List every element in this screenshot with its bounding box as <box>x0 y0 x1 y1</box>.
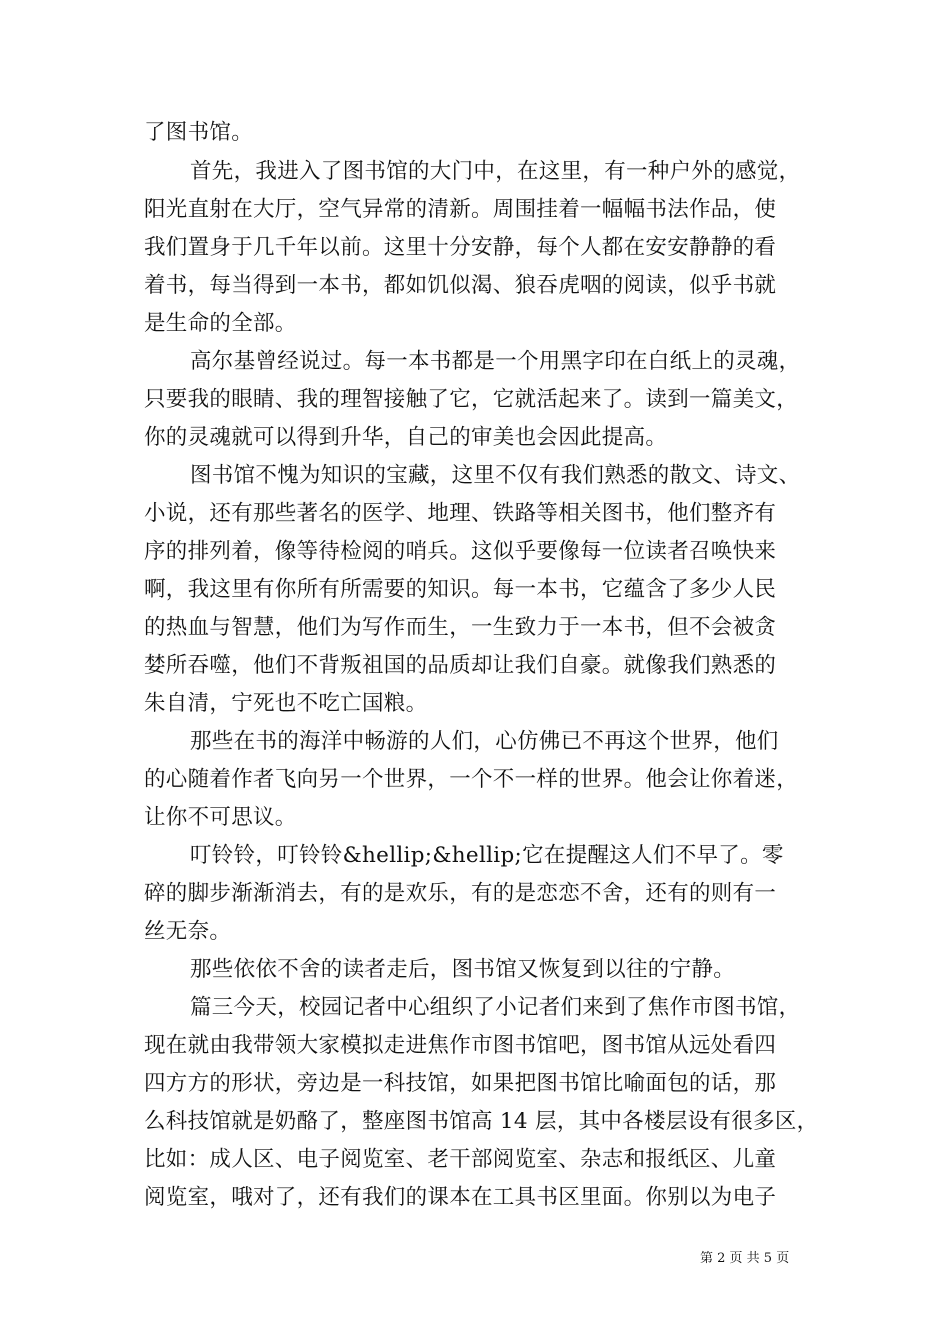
text-line: 只要我的眼睛、我的理智接触了它，它就活起来了。读到一篇美文， <box>144 387 799 412</box>
text-line: 啊，我这里有你所有所需要的知识。每一本书，它蕴含了多少人民 <box>144 577 777 602</box>
text-line: 是生命的全部。 <box>144 311 297 336</box>
text-line: 那些依依不舍的读者走后，图书馆又恢复到以往的宁静。 <box>190 957 736 982</box>
text-line: 么科技馆就是奶酪了，整座图书馆高 14 层，其中各楼层设有很多区， <box>144 1109 819 1134</box>
text-line: 四方方的形状，旁边是一科技馆，如果把图书馆比喻面包的话，那 <box>144 1071 777 1096</box>
text-line: 首先，我进入了图书馆的大门中，在这里，有一种户外的感觉， <box>190 159 801 184</box>
text-line: 的热血与智慧，他们为写作而生，一生致力于一本书，但不会被贪 <box>144 615 777 640</box>
text-line: 高尔基曾经说过。每一本书都是一个用黑字印在白纸上的灵魂， <box>190 349 801 374</box>
text-line: 婪所吞噬，他们不背叛祖国的品质却让我们自豪。就像我们熟悉的 <box>144 653 777 678</box>
text-line: 碎的脚步渐渐消去，有的是欢乐，有的是恋恋不舍，还有的则有一 <box>144 881 777 906</box>
text-line: 阅览室，哦对了，还有我们的课本在工具书区里面。你别以为电子 <box>144 1185 777 1210</box>
text-line: 着书，每当得到一本书，都如饥似渴、狼吞虎咽的阅读，似乎书就 <box>144 273 777 298</box>
text-line: 小说，还有那些著名的医学、地理、铁路等相关图书，他们整齐有 <box>144 501 777 526</box>
text-line: 我们置身于几千年以前。这里十分安静，每个人都在安安静静的看 <box>144 235 777 260</box>
text-line: 现在就由我带领大家模拟走进焦作市图书馆吧，图书馆从远处看四 <box>144 1033 777 1058</box>
text-line: 朱自清，宁死也不吃亡国粮。 <box>144 691 428 716</box>
text-line: 丝无奈。 <box>144 919 232 944</box>
text-line: 序的排列着，像等待检阅的哨兵。这似乎要像每一位读者召唤快来 <box>144 539 777 564</box>
text-line: 了图书馆。 <box>144 120 254 145</box>
page-number: 第 2 页 共 5 页 <box>700 1251 790 1266</box>
text-line: 的心随着作者飞向另一个世界，一个不一样的世界。他会让你着迷， <box>144 767 799 792</box>
text-line: 那些在书的海洋中畅游的人们，心仿佛已不再这个世界，他们 <box>190 729 779 754</box>
text-line: 阳光直射在大厅，空气异常的清新。周围挂着一幅幅书法作品，使 <box>144 197 777 222</box>
text-line: 你的灵魂就可以得到升华，自己的审美也会因此提高。 <box>144 425 668 450</box>
text-line: 图书馆不愧为知识的宝藏，这里不仅有我们熟悉的散文、诗文、 <box>190 463 801 488</box>
text-line: 让你不可思议。 <box>144 805 297 830</box>
text-line: 比如：成人区、电子阅览室、老干部阅览室、杂志和报纸区、儿童 <box>144 1147 777 1172</box>
text-line: 叮铃铃，叮铃铃&hellip;&hellip;它在提醒这人们不早了。零 <box>190 843 784 868</box>
text-line: 篇三今天，校园记者中心组织了小记者们来到了焦作市图书馆， <box>190 995 801 1020</box>
